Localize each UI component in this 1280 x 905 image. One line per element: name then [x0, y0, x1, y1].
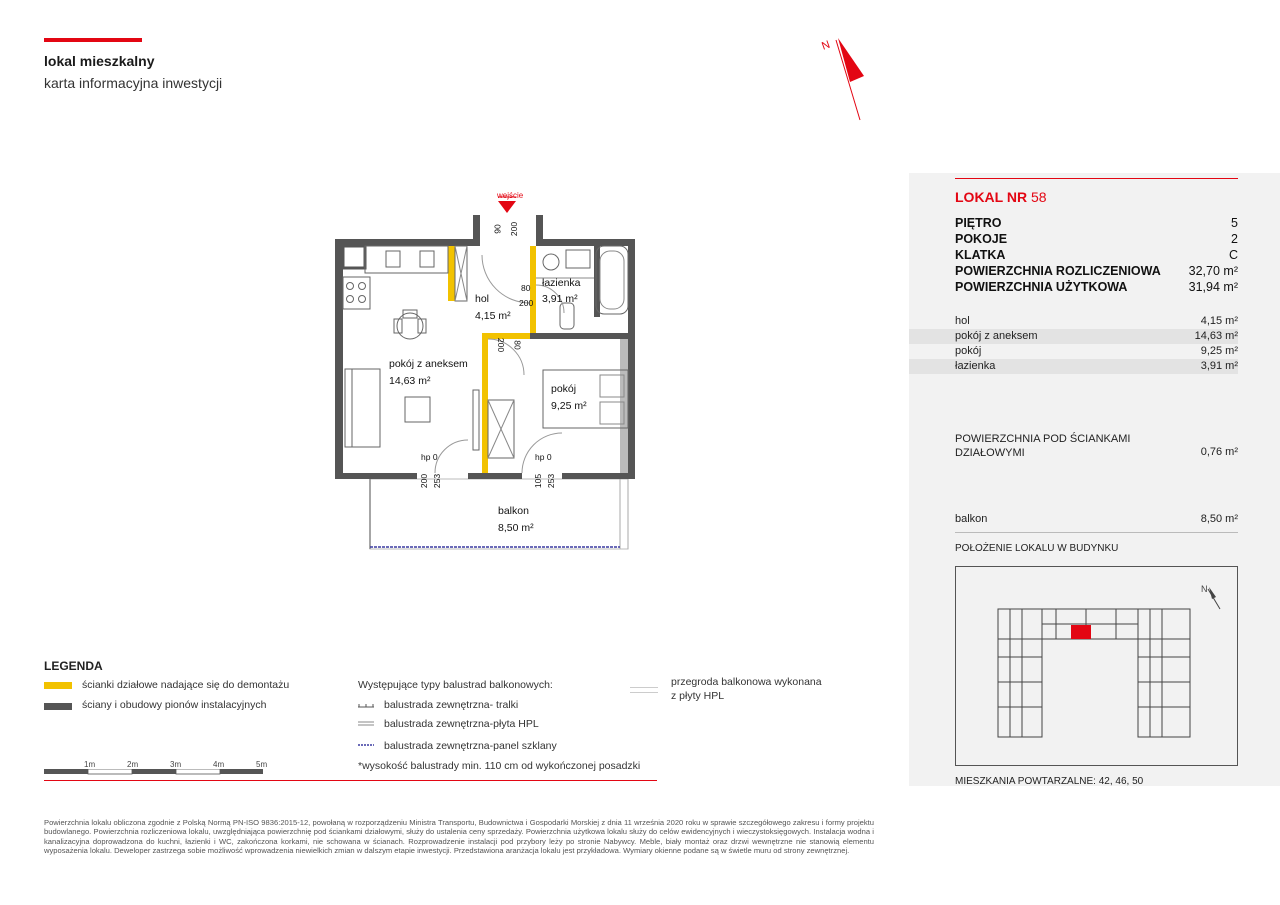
window-height-2: 105 — [533, 473, 544, 489]
balustrade-height-note: *wysokość balustrady min. 110 cm od wykończonej posadzki — [358, 760, 641, 772]
info-row-usable-area — [955, 280, 1238, 294]
info-label: POWIERZCHNIA ROZLICZENIOWA — [955, 264, 1161, 278]
window-width-1: 253 — [432, 473, 443, 489]
partition-area-label-2: DZIAŁOWYMI — [955, 447, 1025, 459]
room-row-pokoj — [909, 344, 1238, 359]
room-door-height: 200 — [496, 337, 507, 353]
scale-label: 1m — [84, 760, 96, 769]
window-sill-height-2: hp 0 — [535, 452, 552, 462]
room-row-label: hol — [955, 315, 970, 327]
removable-partition — [448, 246, 455, 301]
info-value: 31,94 m² — [1188, 280, 1238, 294]
document-subtitle: karta informacyjna inwestycji — [44, 75, 223, 91]
partition-symbol — [630, 687, 658, 693]
scale-label: 2m — [127, 760, 139, 769]
info-value: C — [1228, 248, 1238, 262]
info-value: 32,70 m² — [1188, 264, 1238, 278]
building-location-map — [955, 566, 1238, 766]
room-area-lazienka: 3,91 m² — [542, 293, 578, 305]
balustrade-glass: balustrada zewnętrzna-panel szklany — [384, 740, 557, 752]
room-row-lazienka — [909, 359, 1238, 374]
room-label-balkon: balkon — [498, 505, 529, 517]
balustrade-symbols — [358, 700, 378, 760]
info-row-staircase — [955, 248, 1238, 262]
info-value: 2 — [1231, 232, 1238, 246]
info-row-rooms — [955, 232, 1238, 246]
room-row-value: 9,25 m² — [1200, 345, 1238, 357]
scale-label: 5m — [256, 760, 268, 769]
entry-door-height: 200 — [509, 221, 520, 237]
room-area-balkon: 8,50 m² — [498, 522, 534, 534]
room-row-pokoj-z-aneksem — [909, 329, 1238, 344]
partition-area-label-1: POWIERZCHNIA POD ŚCIANKAMI — [955, 433, 1131, 445]
info-value: 5 — [1231, 216, 1238, 230]
entrance-label: wejście — [497, 191, 524, 200]
room-row-label: łazienka — [955, 360, 996, 372]
room-row-hol — [909, 314, 1238, 329]
bath-door-width: 80 — [521, 283, 531, 293]
room-area-hol: 4,15 m² — [475, 310, 511, 322]
info-label: KLATKA — [955, 248, 1006, 262]
balcony-label: balkon — [955, 513, 988, 525]
divider — [955, 532, 1238, 533]
room-row-label: pokój — [955, 345, 982, 357]
unit-number-heading — [955, 189, 1047, 205]
partition-note-2: z płyty HPL — [671, 690, 725, 702]
room-label-lazienka: łazienka — [542, 277, 581, 289]
legend-divider — [44, 780, 657, 781]
room-door-width: 80 — [512, 340, 523, 350]
balustrade-hpl: balustrada zewnętrzna-płyta HPL — [384, 718, 539, 730]
room-area-pokoj: 9,25 m² — [551, 400, 587, 412]
unit-location-highlight — [1071, 625, 1091, 639]
info-row-floor — [955, 216, 1238, 230]
balustrade-title: Występujące typy balustrad balkonowych: — [358, 679, 553, 691]
legend-swatch-walls — [44, 703, 72, 710]
legend-swatch-removable — [44, 682, 72, 689]
location-title: POŁOŻENIE LOKALU W BUDYNKU — [955, 543, 1119, 554]
unit-label: LOKAL NR — [955, 189, 1028, 205]
bath-door-height: 200 — [519, 298, 534, 308]
legend-title: LEGENDA — [44, 659, 103, 673]
map-north-label: N — [1201, 584, 1208, 594]
entry-door-width: 90 — [492, 224, 503, 234]
room-label-pokoj-z-aneksem: pokój z aneksem — [389, 358, 468, 370]
scale-label: 3m — [170, 760, 182, 769]
balustrade-tralki: balustrada zewnętrzna- tralki — [384, 699, 519, 711]
north-arrow-icon — [812, 34, 872, 124]
room-label-pokoj: pokój — [551, 383, 577, 395]
building-outline-image — [956, 567, 1237, 765]
room-row-value: 3,91 m² — [1200, 360, 1238, 372]
north-label: N — [820, 38, 832, 53]
legend-label-walls: ściany i obudowy pionów instalacyjnych — [82, 699, 267, 711]
header-accent-bar — [44, 38, 142, 42]
balcony-value: 8,50 m² — [1200, 513, 1238, 525]
partition-note-1: przegroda balkonowa wykonana — [671, 676, 822, 688]
room-row-label: pokój z aneksem — [955, 330, 1038, 342]
window-width-2: 253 — [546, 473, 557, 489]
partition-area-value: 0,76 m² — [1200, 446, 1238, 458]
scale-bar — [44, 769, 264, 775]
info-row-settlement-area — [955, 264, 1238, 278]
floor-plan — [330, 185, 640, 555]
entrance-marker-icon — [498, 201, 516, 213]
room-label-hol: hol — [475, 293, 490, 305]
repeat-units-text: MIESZKANIA POWTARZALNE: 42, 46, 50 — [955, 776, 1144, 787]
unit-number: 58 — [1030, 189, 1047, 205]
scale-label: 4m — [213, 760, 225, 769]
info-label: POWIERZCHNIA UŻYTKOWA — [955, 280, 1128, 294]
document-title: lokal mieszkalny — [44, 53, 155, 69]
info-label: PIĘTRO — [955, 216, 1002, 230]
room-area-pokoj-z-aneksem: 14,63 m² — [389, 375, 431, 387]
legend-label-removable: ścianki działowe nadające się do demontażu — [82, 679, 290, 691]
info-label: POKOJE — [955, 232, 1008, 246]
window-sill-height-1: hp 0 — [421, 452, 438, 462]
outer-wall — [335, 239, 343, 479]
panel-accent-line — [955, 178, 1238, 179]
room-row-value: 14,63 m² — [1194, 330, 1238, 342]
legal-footnote: Powierzchnia lokalu obliczona zgodnie z Polską Normą PN-ISO 9836:2015-12, powołaną w rozporządzeniu Ministra Transportu, Budownictwa i Gospodarki Morskiej z dnia 11 września 2020 roku w sprawie szczegółowego zakresu i formy projektu budowlanego. Powierzchnia rozliczeniowa lokalu, uwzględniająca powierzchnię pod ściankami działowymi, służy do ustalenia ceny sprzedaży. Powierzchnia użytkowa lokalu służy do celów ewidencyjnych i wieczystoksięgowych. Instalacja wodna i kanalizacyjna doprowadzona do kuchni, łazienki i WC, zakończona korkami, nie schowana w ścianach. Rozprowadzenie instalacji pod przybory leży po stronie Nabywcy. Meble, biały montaż oraz drzwi wewnętrzne nie stanowią elementu wyposażenia lokalu. Deweloper zastrzega sobie możliwość wprowadzenia niewielkich zmian w dalszym etapie inwestycji. Przedstawiona aranżacja lokalu jest przykładowa. Wymiary okienne podane są w świetle muru od strony zewnętrznej. — [44, 818, 874, 855]
window-height-1: 200 — [419, 473, 430, 489]
room-row-value: 4,15 m² — [1200, 315, 1238, 327]
